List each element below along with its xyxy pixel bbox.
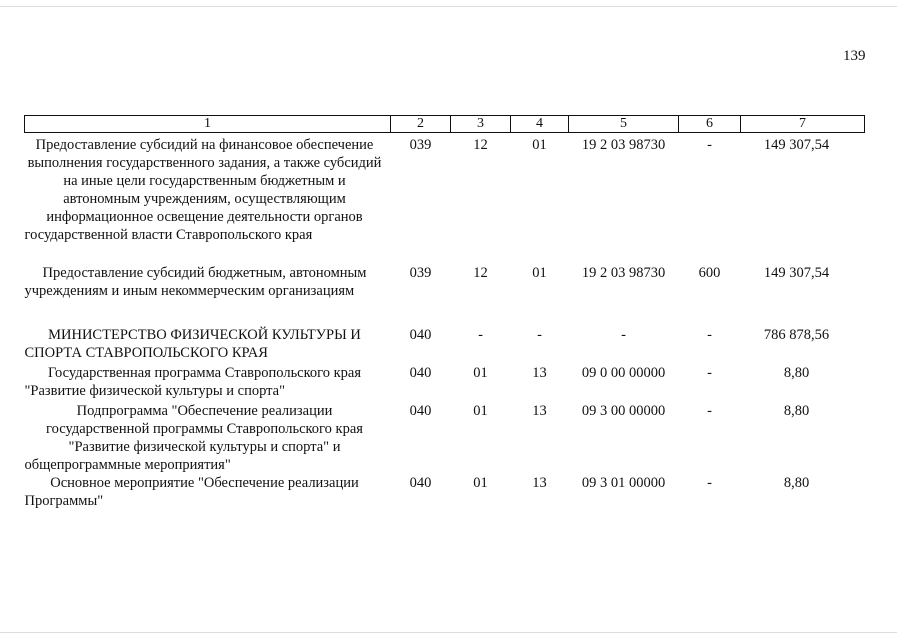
column-header: 5 [569,116,679,133]
cell-type: - [707,327,712,343]
row-description: Предоставление субсидий бюджетным, автономным учреждениям и иным некоммерческим организациям [24,265,367,299]
cell-type: - [707,137,712,153]
cell-code: 040 [409,365,432,381]
cell-amount: 149 307,54 [763,265,830,281]
table-header-row [25,116,865,133]
column-header: 7 [741,116,865,133]
cell-target: 19 2 03 98730 [581,137,666,153]
cell-subsection: 13 [532,475,547,491]
table-row [25,320,865,362]
cell-amount: 8,80 [783,365,810,381]
cell-subsection: - [537,327,542,343]
cell-section: - [478,327,483,343]
column-header: 3 [451,116,511,133]
cell-section: 12 [473,265,488,281]
cell-target: - [621,327,626,343]
cell-code: 040 [409,403,432,419]
row-description: МИНИСТЕРСТВО ФИЗИЧЕСКОЙ КУЛЬТУРЫ И СПОРТА СТАВРОПОЛЬСКОГО КРАЯ [24,327,361,361]
cell-code: 040 [409,475,432,491]
cell-code: 039 [409,137,432,153]
page-number: 139 [843,48,866,64]
table-row [25,362,865,400]
column-header: 2 [391,116,451,133]
cell-amount: 8,80 [783,403,810,419]
cell-target: 09 3 00 00000 [581,403,666,419]
cell-amount: 8,80 [783,475,810,491]
cell-section: 12 [473,137,488,153]
cell-section: 01 [473,403,488,419]
table-row [25,258,865,320]
cell-target: 19 2 03 98730 [581,265,666,281]
cell-code: 039 [409,265,432,281]
row-description: Подпрограмма "Обеспечение реализации государственной программы Ставропольского края "Развитие физической культуры и спорта" и общепрограммные мероприятия" [24,403,363,473]
cell-code: 040 [409,327,432,343]
cell-subsection: 01 [532,137,547,153]
table-row [25,133,865,259]
column-header: 6 [679,116,741,133]
cell-amount: 149 307,54 [763,137,830,153]
budget-table [24,115,865,514]
row-description: Основное мероприятие "Обеспечение реализации Программы" [24,475,359,509]
table-row [25,474,865,514]
cell-type: - [707,403,712,419]
cell-subsection: 13 [532,365,547,381]
column-header: 1 [25,116,391,133]
cell-type: - [707,365,712,381]
cell-section: 01 [473,475,488,491]
cell-type: 600 [698,265,721,281]
row-description: Предоставление субсидий на финансовое обеспечение выполнения государственного задания, а также субсидий на иные цели государственным бюджетным и автономным учреждениям, осуществляющим информационное освещение деятельности органов государственной власти Ставропольского края [24,137,382,243]
cell-type: - [707,475,712,491]
cell-subsection: 01 [532,265,547,281]
table-row [25,400,865,474]
cell-section: 01 [473,365,488,381]
cell-amount: 786 878,56 [763,327,830,343]
cell-target: 09 3 01 00000 [581,475,666,491]
row-description: Государственная программа Ставропольского края "Развитие физической культуры и спорта" [24,365,362,399]
cell-subsection: 13 [532,403,547,419]
column-header: 4 [511,116,569,133]
cell-target: 09 0 00 00000 [581,365,666,381]
